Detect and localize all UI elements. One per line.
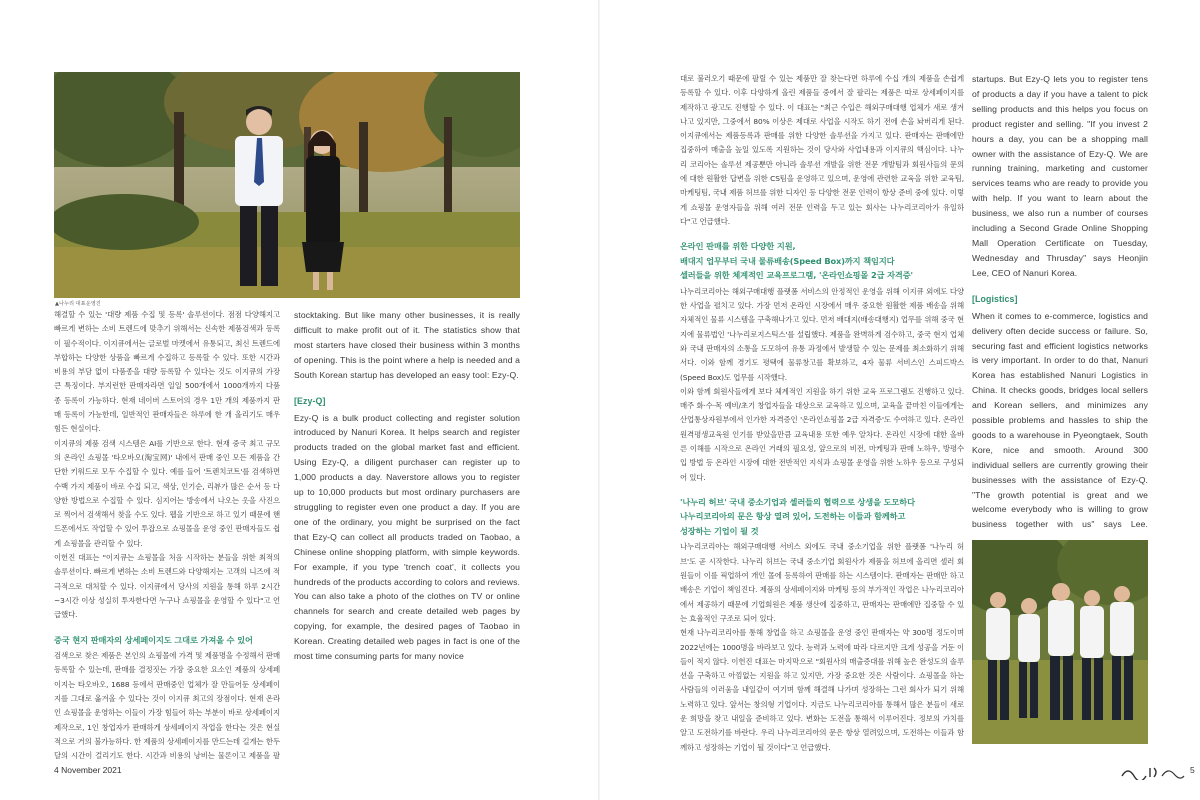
section-heading-support: 온라인 판매를 위한 다양한 지원, 배대지 업무부터 국내 물류배송(Speed Box)까지 책임지다 셀러들을 위한 체계적인 교육프로그램, '온라인쇼핑몰 2급 자격증' [680,241,913,281]
right-page-column-2 [972,72,1148,532]
folio-right: 5 [1190,765,1195,775]
paragraph: Ezy-Q is a bulk product collecting and register solution introduced by Nanuri Korea. It helps search and register products traded on the global market fast and efficient. Using Ezy-Q, a diligent purchaser can register up to 1,000 products a day. Naverstore allows you to register up to 10,000 products but most ordinary purchasers are struggling to register even one product a day. If you are one of the ordinary, you might be surprised on the fact that Ezy-Q can collect all products traded on Taobao, a Chinese online shopping platform, with simple keywords. For example, if you type 'trench coat', it collects you hundreds of the products according to colors and reviews. You can also take a photo of the clothes on TV or online channels for search and create detailed web pages by copying, for example, the desired pages of Taobao in Korean. Creating detailed web pages in fact is one of the most time consuming parts for many novice [294,412,520,662]
left-page-column-2 [294,308,520,760]
paragraph: 해결할 수 있는 '대량 제품 수집 및 등록' 솔루션이다. 점점 다양해지고 빠르게 변하는 소비 트렌드에 맞추기 위해서는 신속한 제품검색과 등록이 필수적이다. 이지큐에서는 글로벌 마켓에서 유통되고, 최신 트렌드에 부합하는 다양한 상품을 빠르게 수집하고 등록할 수 있다. 또한 시간과 비용의 부담 없이 다품종을 대량 등록할 수 있다는 것도 이지큐의 가장 큰 특징이다. 부지런한 판매자라면 일일 500개에서 1000개까지 다품종 등록이 가능하다. 현재 네이버 스토어의 경우 1만 개의 제품까지 판매 등록이 가능한데, 일반적인 판매자들은 하루에 한 개 올리기도 매우 힘든 현실이다. [54,310,280,434]
right-page [600,0,1200,800]
section-heading-logistics: [Logistics] [972,293,1018,304]
paragraph: When it comes to e-commerce, logistics and delivery often decide success or failure. So, securing fast and efficient logistics networks is very important. In order to do that, Nanuri Korea has established Nanuri Logistics in China. It checks goods, bridges local sellers and Korean sellers, and minimizes any possible problems and hassles to ship the goods to a warehouse in Pyeongtaek, South Kore, nice and smooth. Around 300 individual sellers are currently growing their businesses with the assistance of Ezy-Q. "The growth potential is great and we welcome everybody who is willing to grow business together with us" says Lee. [972,310,1148,530]
team-photo [972,540,1148,744]
magazine-logo [1120,764,1190,780]
folio-left: 4 November 2021 [54,765,122,775]
photo-caption: ▲나누리 대표운영진 [55,301,101,307]
paragraph: startups. But Ezy-Q lets you to register tens of products a day if you have a talent to pick selling products and this helps you focus on product register and selling. "If you invest 2 hours a day, you can be a shopping mall owner with the assistance of Ezy-Q. We are running training, marketing and customer services teams who are ready to provide you with help. If you want to learn about the business, we also run a number of courses including a Second Grade Online Shopping Mall Operation Certificate on Tuesday, Wednesday and Thrusday" says Heonjin Lee, CEO of Nanuri Korea. [972,74,1148,278]
executives-photo-illustration [54,72,520,298]
paragraph: stocktaking. But like many other businesses, it is really difficult to make profit out of it. The statistics show that most starters have closed their business within 3 months of opening. This is the point where a help is needed and a South Korean startup has developed an easy tool: Ezy-Q. [294,310,520,380]
section-heading-ezyq: [Ezy-Q] [294,395,326,406]
paragraph: 대로 불러오기 때문에 팔릴 수 있는 제품만 잘 찾는다면 하루에 수십 개의 제품을 손쉽게 등록할 수 있다. 이후 다양하게 올린 제품들 중에서 잘 팔리는 제품은 따로 상세페이지를 제작하고 광고도 진행할 수 있다. 이 대표는 "최근 수입은 해외구매대행 업체가 새로 생겨나고 있지만, 그중에서 80% 이상은 제대로 사업을 시작도 하기 전에 손을 놔버리게 된다. 이지큐에서는 제품등록과 판매를 위한 다양한 솔루션을 가지고 있다. 판매자는 판매에만 집중하여 매출을 높일 있도록 지원하는 것이 당사와 사업내용과 이지큐의 핵심이다. 나누리 코리아는 솔루션 제공뿐만 아니라 솔루션 개발을 위한 전문 개발팀과 회원사들의 문의에 대한 원활한 답변을 위한 CS팀을 운영하고 있으며, 운영에 관련한 교육을 위한 교육팀, 마케팅팀, 국내 제품 허브를 위한 디자인 등 다양한 전문 인력이 항상 준비 중에 있다. 이렇게 쇼핑몰 운영자들을 위해 여러 전문 인력을 두고 있는 회사는 나누리코리아가 유일하다"고 언급했다. [680,74,964,226]
paragraph: 이헌진 대표는 "이지큐는 쇼핑몰을 처음 시작하는 분들을 위한 최적의 솔루션이다. 빠르게 변하는 소비 트렌드와 다양해지는 고객의 니즈에 적극적으로 대처할 수 있다. 이지큐에서 당사의 지원을 통해 하루 2시간~3시간 이상 성실히 투자한다면 누구나 쇼핑몰을 운영할 수 있다"고 언급했다. [54,553,280,620]
right-page-column-1 [680,72,964,777]
paragraph: 나누리코리아는 해외구매대행 플랫폼 서비스의 안정적인 운영을 위해 이지큐 외에도 다양한 사업을 펼치고 있다. 가장 먼저 온라인 시장에서 매우 중요한 원활한 제품 배송을 위해 자체적인 물류 시스템을 구축해나가고 있다. 먼저 배대지(배송대행지) 업무를 위해 중국 현지에 물류법인 '나누리로지스틱스'를 설립했다. 제품을 완벽하게 검수하고, 중국 현지 업체와 국내 판매자의 소통을 도모하여 유통 과정에서 발생할 수 있는 문제를 최소화하기 위해서다. 이와 함께 경기도 평택에 물류창고를 확보하고, 4자 물류 서비스인 스피드박스(Speed Box)도 업무를 시작했다. 이와 함께 회원사들에게 보다 체계적인 지원을 하기 위한 교육 프로그램도 진행하고 있다. 매주 화·수·목 예비/초기 창업자들을 대상으로 교육하고 있으며, 교육을 끝마친 이들에게는 산업통상자원부에서 인가한 자격증인 '온라인쇼핑몰 2급 자격증'도 수여하고 있다. 온라인 원격평생교육원 인기를 받았을만큼 교육내용 또한 예우 알차다. 온라인 시장에 대한 올바른 이해를 시작으로 온라인 거래의 필요성, 앞으로의 비전, 마케팅과 판매 노하우, 방평수입 방법 등 온라인 시장에 대한 전반적인 지식과 쇼핑몰 운영을 위한 노하우 등으로 구성되어 있다. [680,286,964,482]
paragraph: 이지큐의 제품 검색 시스템은 AI를 기반으로 한다. 현재 중국 최고 규모의 온라인 쇼핑몰 '타오바오(淘宝网)' 내에서 판매 중인 모든 제품을 간단한 키워드로 모두 수집할 수 있다. 예를 들어 '트렌치코트'를 검색하면 수백 가지 제품이 바로 수집 되고, 색상, 인기순, 리뷰가 많은 순서 등 다양한 방법으로 수집할 수 있다. 심지어는 방송에서 나오는 옷을 사진으로 찍어서 검색해서 찾을 수도 있다. 웹을 기반으로 하고 있기 때문에 핸드폰에서도 작업할 수 있어 투잡으로 쇼핑몰을 운영 중인 판매자들도 쉽게 쇼핑몰을 관리할 수 있다. [54,438,280,548]
paragraph: 나누리코리아는 해외구매대행 서비스 외에도 국내 중소기업을 위한 플랫폼 '나누리 허브'도 곧 시작한다. 나누리 허브는 국내 중소기업 회원사가 제품을 허브에 올리면 셀러 회원들이 이를 픽업하여 개인 몰에 등록하여 판매를 하는 시스템이다. 판매자는 판매만 하고 배송은 기업이 책임진다. 제품의 상세페이지와 마케팅 등의 부가적인 작업은 나누리코리아에서 제공하기 때문에 기업회원은 제품 생산에 집중하고, 판매자는 판매에만 집중할 수 있는 효율적인 구조로 되어 있다. 현재 나누리코리아를 통해 창업을 하고 쇼핑몰을 운영 중인 판매자는 약 300명 정도이며 2022년에는 1000명을 바라보고 있다. 능력과 노력에 따라 다르지만 크게 성공을 거둔 이들이 적지 않다. 이헌진 대표는 마지막으로 "회원사의 매출증대를 위해 높은 완성도의 솔루션을 구축하고 아낌없는 지원을 하고 있지만, 가장 중요한 것은 사람이다. 쇼핑몰을 하는 사람들의 이러움을 내일같이 여기며 함께 해결해 나가며 성장하는 그런 회사가 되기 위해 노력하고 있다. 앞서는 창의형 기업이다. 지금도 나누리코리아를 통해서 많은 분들이 새로운 희망을 찾고 내일을 준비하고 있다. 변화는 도전을 통해서 이루어진다. 정보의 가치를 알고 도전하기를 바란다. 우리 나누리코리아의 문은 항상 열려있으며, 도전하는 이들과 함께하고 성장하는 기업이 될 것이다"고 언급했다. [680,542,964,752]
section-heading: 중국 현지 판매자의 상세페이지도 그대로 가져올 수 있어 [54,634,253,645]
executives-photo [54,72,520,298]
section-heading-hub: '나누리 허브' 국내 중소기업과 셀러들의 협력으로 상생을 도모하다 나누리코리아의 문은 항상 열려 있어, 도전하는 이들과 함께하고 성장하는 기업이 될 것 [680,496,915,536]
paragraph: 검색으로 찾은 제품은 본인의 쇼핑몰에 가격 및 제품명을 수정해서 판매 등록할 수 있는데, 판매를 결정짓는 가장 중요한 요소인 제품의 상세페이지는 타오바오, 1688 등에서 판매중인 업체가 잘 만들어둔 상세페이지를 그대로 옮겨올 수 있다는 것이 이지큐 최고의 장점이다. 현재 온라인 쇼핑몰을 운영하는 이들이 가장 힘들어 하는 부분이 바로 상세페이지 제작으로, 1인 창업자가 판매하게 상세페이지 작업을 한다는 것은 현실적으로 거의 불가능하다. 한 제품의 상세페이지를 만드는데 길게는 한두 달의 시간이 걸리기도 한다. 시간과 비용의 낭비는 물론이고 제품을 팔 [54,651,280,760]
team-photo-illustration [972,540,1148,744]
left-page-column-1 [54,308,280,760]
